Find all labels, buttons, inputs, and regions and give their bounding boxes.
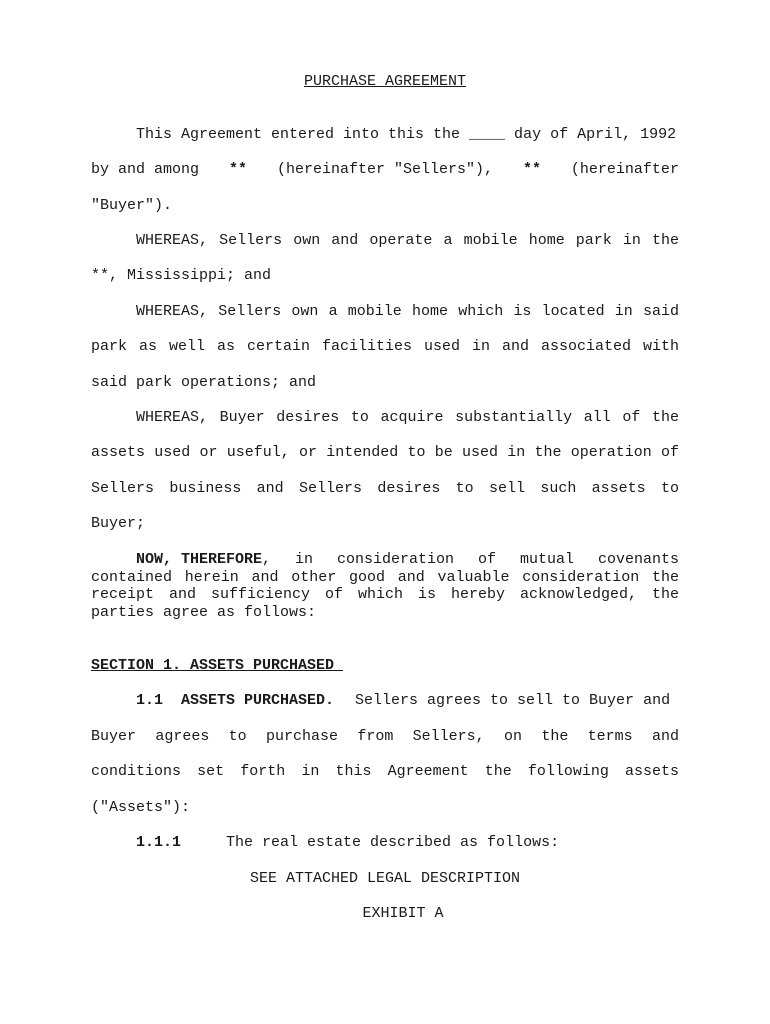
section-1-1-line-3: conditions set forth in this Agreement the following assets	[91, 763, 679, 780]
whereas2-line-3: said park operations; and	[91, 374, 317, 391]
now-therefore-line-4: parties agree as follows:	[91, 604, 317, 621]
section-1-heading: SECTION 1. ASSETS PURCHASED	[91, 657, 344, 674]
now-therefore-line-3: receipt and sufficiency of which is hereby acknowledged, the	[91, 586, 679, 603]
whereas1-line-2: **, Mississippi; and	[91, 267, 272, 284]
section-1-1-line-2: Buyer agrees to purchase from Sellers, on the terms and	[91, 728, 679, 745]
section-1-1-1-line: 1.1.1 The real estate described as follows:	[136, 834, 560, 851]
intro-line-1: This Agreement entered into this the ____ day of April, 1992	[136, 126, 677, 143]
exhibit-a-label: EXHIBIT A	[362, 905, 444, 922]
whereas3-line-3: Sellers business and Sellers desires to sell such assets to	[91, 480, 679, 497]
whereas3-line-1: WHEREAS, Buyer desires to acquire substantially all of the	[136, 409, 679, 426]
section-1-1-line-4: ("Assets"):	[91, 799, 191, 816]
whereas1-line-1: WHEREAS, Sellers own and operate a mobile home park in the	[136, 232, 679, 249]
now-therefore-rest: , in consideration of mutual covenants	[262, 551, 679, 568]
now-therefore-line-1: NOW, THEREFORE , in consideration of mutual covenants	[136, 551, 679, 568]
page-title: PURCHASE AGREEMENT	[303, 73, 467, 90]
whereas3-line-4: Buyer;	[91, 515, 146, 532]
see-attached-legal-description: SEE ATTACHED LEGAL DESCRIPTION	[249, 870, 521, 887]
intro-line-2: by and among ** (hereinafter "Sellers"), ** (hereinafter	[91, 161, 679, 178]
intro-line-3: "Buyer").	[91, 197, 173, 214]
whereas2-line-1: WHEREAS, Sellers own a mobile home which is located in said	[136, 303, 679, 320]
section-1-1-line-1: 1.1 ASSETS PURCHASED. Sellers agrees to sell to Buyer and	[136, 692, 671, 709]
now-therefore-line-2: contained herein and other good and valuable consideration the	[91, 569, 679, 586]
whereas3-line-2: assets used or useful, or intended to be used in the operation of	[91, 444, 679, 461]
whereas2-line-2: park as well as certain facilities used in and associated with	[91, 338, 679, 355]
